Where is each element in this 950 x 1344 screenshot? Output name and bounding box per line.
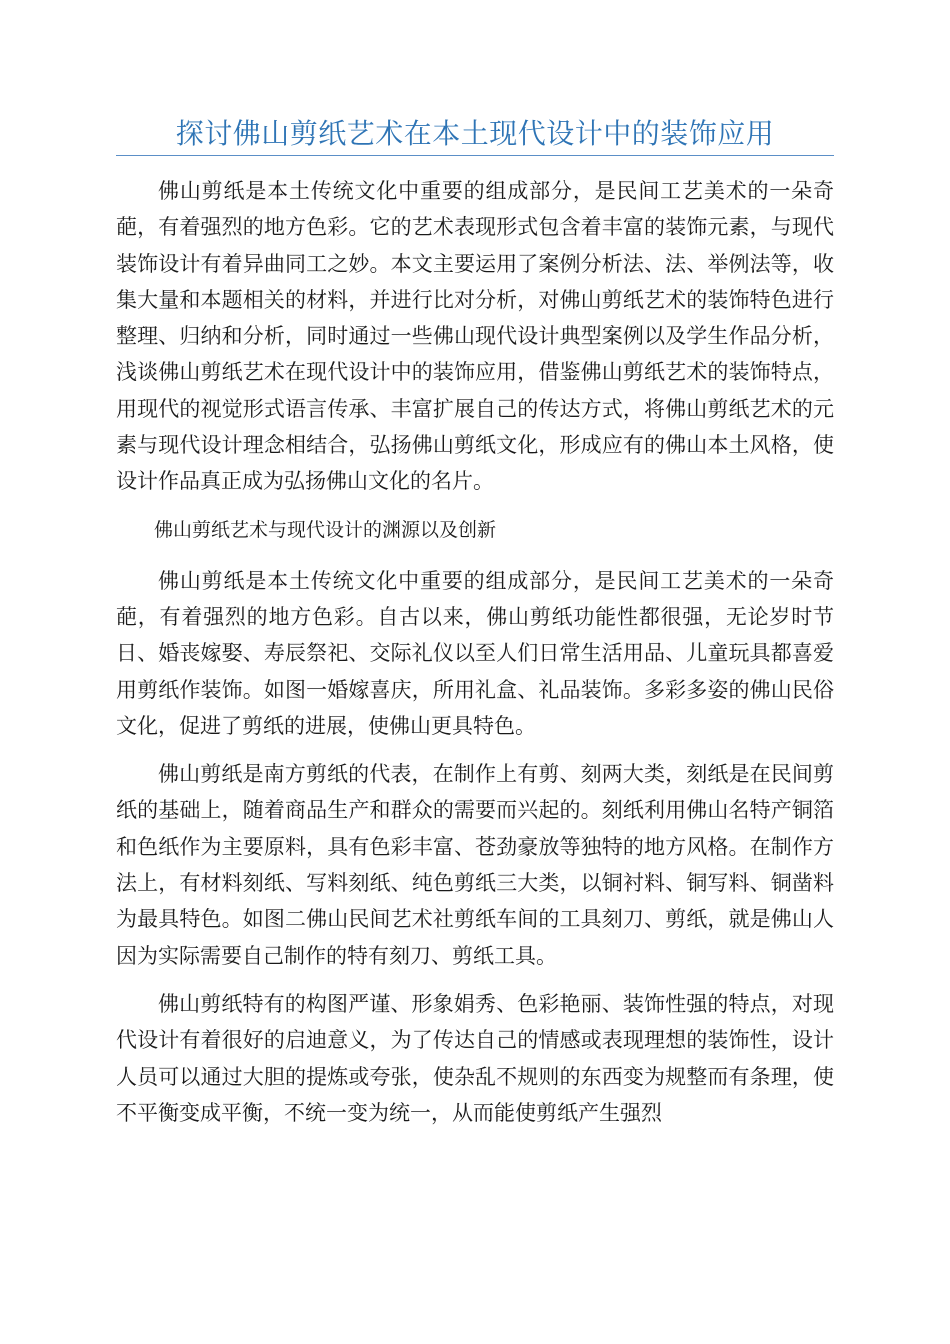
paragraph-abstract: 佛山剪纸是本土传统文化中重要的组成部分，是民间工艺美术的一朵奇葩，有着强烈的地方色彩。它的艺术表现形式包含着丰富的装饰元素，与现代装饰设计有着异曲同工之妙。本文主要运用了案例分析法、法、举例法等，收集大量和本题相关的材料，并进行比对分析，对佛山剪纸艺术的装饰特色进行整理、归纳和分析，同时通过一些佛山现代设计典型案例以及学生作品分析，浅谈佛山剪纸艺术在现代设计中的装饰应用，借鉴佛山剪纸艺术的装饰特点，用现代的视觉形式语言传承、丰富扩展自己的传达方式，将佛山剪纸艺术的元素与现代设计理念相结合，弘扬佛山剪纸文化，形成应有的佛山本土风格，使设计作品真正成为弘扬佛山文化的名片。 bbox=[116, 179, 834, 494]
document-body bbox=[116, 173, 834, 1143]
section-heading: 佛山剪纸艺术与现代设计的渊源以及创新 bbox=[154, 518, 497, 541]
document-title: 探讨佛山剪纸艺术在本土现代设计中的装饰应用 bbox=[175, 117, 775, 150]
paragraph-origin: 佛山剪纸是本土传统文化中重要的组成部分，是民间工艺美术的一朵奇葩，有着强烈的地方色彩。自古以来，佛山剪纸功能性都很强，无论岁时节日、婚丧嫁娶、寿辰祭祀、交际礼仪以至人们日常生活用品、儿童玩具都喜爱用剪纸作装饰。如图一婚嫁喜庆，所用礼盒、礼品装饰。多彩多姿的佛山民俗文化，促进了剪纸的进展，使佛山更具特色。 bbox=[116, 568, 834, 738]
paragraph-techniques: 佛山剪纸是南方剪纸的代表，在制作上有剪、刻两大类，刻纸是在民间剪纸的基础上，随着商品生产和群众的需要而兴起的。刻纸利用佛山名特产铜箔和色纸作为主要原料，具有色彩丰富、苍劲豪放等独特的地方风格。在制作方法上，有材料刻纸、写料刻纸、纯色剪纸三大类，以铜衬料、铜写料、铜凿料为最具特色。如图二佛山民间艺术社剪纸车间的工具刻刀、剪纸，就是佛山人因为实际需要自己制作的特有刻刀、剪纸工具。 bbox=[116, 762, 834, 968]
title-underline bbox=[116, 155, 834, 156]
paragraph-design-inspiration: 佛山剪纸特有的构图严谨、形象娟秀、色彩艳丽、装饰性强的特点，对现代设计有着很好的启迪意义，为了传达自己的情感或表现理想的装饰性，设计人员可以通过大胆的提炼或夸张，使杂乱不规则的东西变为规整而有条理，使不平衡变成平衡，不统一变为统一，从而能使剪纸产生强烈 bbox=[116, 991, 834, 1125]
